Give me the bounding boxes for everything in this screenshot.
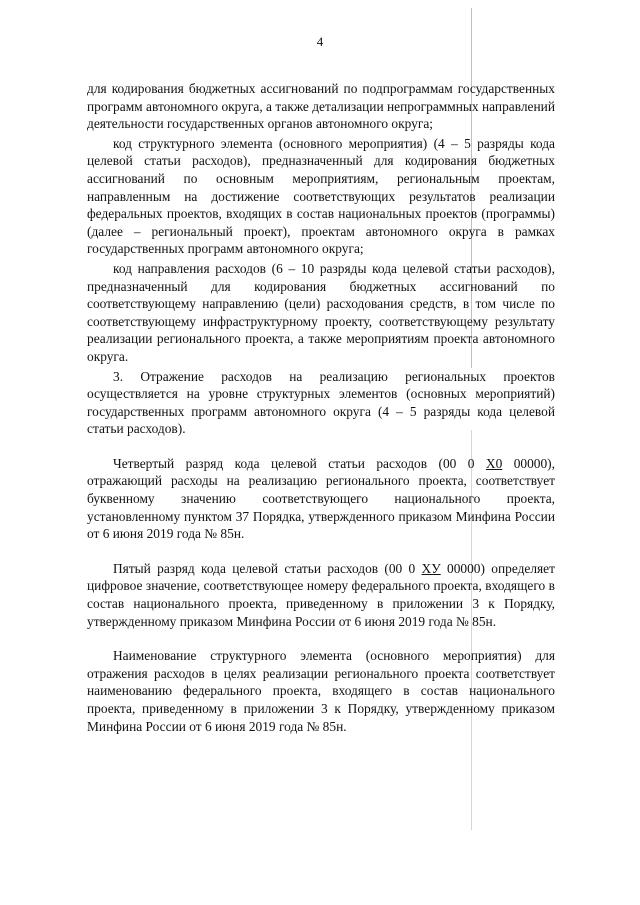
paragraph-5-lead: Четвертый разряд кода целевой статьи расходов (00 0	[113, 455, 486, 471]
paragraph-1: для кодирования бюджетных ассигнований по подпрограммам государственных программ автономного округа, а также детализации непрограммных направлений деятельности государственных органов автономного округа;	[87, 81, 555, 132]
paragraph-6	[87, 560, 555, 630]
paragraph-5-code: Х0	[485, 455, 503, 471]
paragraph-6-lead: Пятый разряд кода целевой статьи расходов (00 0	[113, 560, 422, 576]
paragraph-4: 3. Отражение расходов на реализацию региональных проектов осуществляется на уровне структурных элементов (основных мероприятий) государственных программ автономного округа (4 – 5 разряды кода целевой статьи расходов).	[87, 368, 555, 437]
paragraph-3: код направления расходов (6 – 10 разряды кода целевой статьи расходов), предназначенный для кодирования бюджетных ассигнований по соответствующему направлению (цели) расходования средств, в том числе по соответствующему инфраструктурному проекту, соответствующему результату реализации регионального проекта, а также мероприятиям проекта автономного округа.	[87, 260, 555, 364]
paragraph-2: код структурного элемента (основного мероприятия) (4 – 5 разряды кода целевой статьи расходов), предназначенный для кодирования бюджетных ассигнований по основным мероприятиям, региональным проектам, направленным на достижение соответствующих результатов реализации федеральных проектов, входящих в состав национальных проектов (программы) (далее – региональный проект), проектам автономного округа в рамках государственных программ автономного округа;	[87, 135, 555, 257]
page-number: 4	[316, 34, 324, 49]
paragraph-6-code: ХУ	[421, 560, 441, 576]
paragraph-7: Наименование структурного элемента (основного мероприятия) для отражения расходов в целях реализации регионального проекта соответствует наименованию федерального проекта, входящего в состав национального проекта, приведенному в приложении 3 к Порядку, утвержденному приказом Минфина России от 6 июня 2019 года № 85н.	[87, 648, 555, 734]
paragraph-5	[87, 455, 555, 543]
paragraph-6-tail: 00000)	[440, 560, 485, 576]
document-body	[87, 80, 555, 735]
paragraph-6-body: определяет цифровое значение, соответствующее номеру федерального проекта, входящего в состав национального проекта, приведенному в приложении 3 к Порядку, утвержденному приказом Минфина России от 6 июня 2019 года № 85н.	[87, 560, 555, 629]
paragraph-5-body: отражающий расходы на реализацию регионального проекта, соответствует буквенному значению соответствующего национального проекта, установленному пунктом 37 Порядка, утвержденного приказом Минфина России от 6 июня 2019 года № 85н.	[87, 473, 555, 542]
paragraph-5-tail: 00000),	[502, 455, 555, 471]
